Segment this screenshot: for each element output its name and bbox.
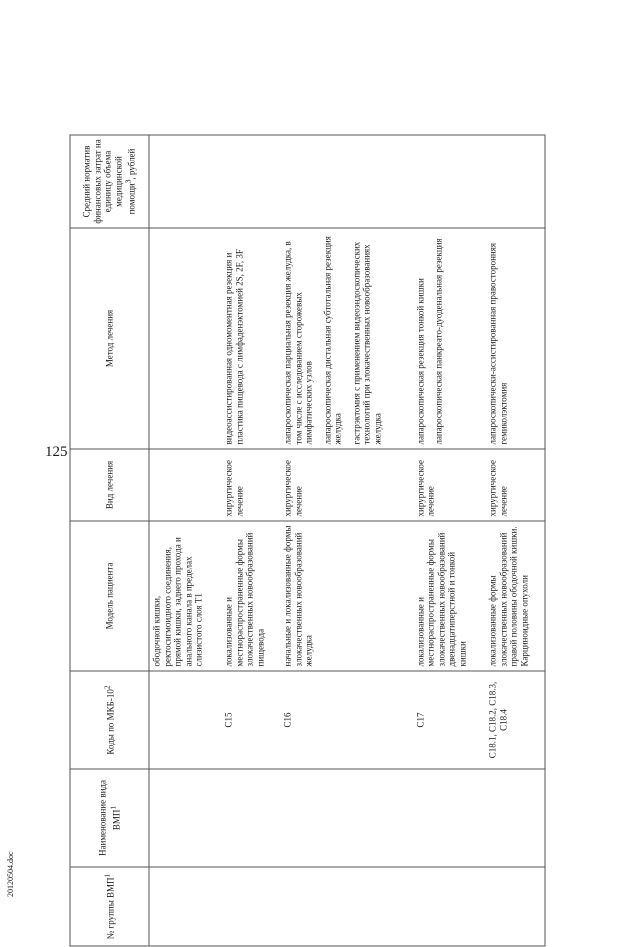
- cell-code: C18.1, C18.2, C18.3, C18.4: [486, 671, 545, 769]
- cell-type: [149, 449, 222, 521]
- cell-method: [222, 228, 281, 449]
- cell-model: локализованные и местнораспространенные формы злокачественных новообразований пищевода: [222, 521, 281, 671]
- table-row: [413, 135, 485, 946]
- header-group-number: № группы ВМП$^1$: [70, 867, 149, 946]
- method-text: гастрэктомия с применением видеоэндоскопических технологий при злокачественных новообразованиях желудка: [351, 241, 383, 445]
- cell-code: C17: [413, 671, 485, 769]
- table-row: [281, 135, 414, 946]
- method-text: лапароскопически-ассистированная правосторонняя гемиколэктомия: [487, 242, 509, 445]
- rotated-table-sheet: [70, 136, 546, 947]
- footer-filename-text: 20120504.doc: [6, 851, 15, 897]
- cell-type: хирургическое лечение: [413, 449, 485, 521]
- cell-code: C16: [281, 671, 414, 769]
- cell-cost: [486, 135, 545, 228]
- cell-name: [149, 769, 222, 867]
- method-text: лапароскопическая дистальная субтотальная резекция желудка: [322, 236, 343, 445]
- cell-model: начальные и локализованные формы злокачественных новообразований желудка: [281, 521, 414, 671]
- cell-name: [486, 769, 545, 867]
- cell-group: [281, 867, 414, 946]
- method-text: лапароскопическая парциальная резекция желудка, в том числе с исследованием сторожевых лимфатических узлов: [282, 241, 314, 445]
- footer-filename: [5, 847, 17, 897]
- cell-code: C15: [222, 671, 281, 769]
- cell-model: локализованные формы злокачественных новообразований правой половины ободочной кишки. Карциноидные опухоли: [486, 521, 545, 671]
- header-icd-codes: Коды по МКБ-$10^2$: [70, 671, 149, 769]
- header-patient-model: Модель пациента: [70, 521, 149, 671]
- cell-group: [222, 867, 281, 946]
- page-number: 125: [45, 444, 68, 460]
- cell-cost: [222, 135, 281, 228]
- method-text: лапароскопическая резекция тонкой кишки: [415, 278, 426, 445]
- header-treatment-type: Вид лечения: [70, 449, 149, 521]
- cell-group: [413, 867, 485, 946]
- header-treatment-method: Метод лечения: [70, 228, 149, 449]
- cell-cost: [149, 135, 222, 228]
- method-text: видеоассистированная одномоментная резекция и пластика пищевода с лимфаденэктомией 2S, 2F, 3F: [223, 249, 245, 445]
- method-text: лапароскопическая панкреато-дуоденальная резекция: [433, 238, 444, 445]
- cell-cost: [413, 135, 485, 228]
- table-row: [222, 135, 281, 946]
- header-cost-norm: Средний норматив финансовых затрат на единицу объема медицинской помощи$^3$, рублей: [70, 135, 149, 228]
- cell-method: [486, 228, 545, 449]
- cell-name: [281, 769, 414, 867]
- cell-group: [486, 867, 545, 946]
- table-header-row: [70, 135, 149, 946]
- cell-method: [413, 228, 485, 449]
- cell-type: хирургическое лечение: [486, 449, 545, 521]
- table-row: [486, 135, 545, 946]
- cell-type: хирургическое лечение: [281, 449, 414, 521]
- cell-group: [149, 867, 222, 946]
- cell-type: хирургическое лечение: [222, 449, 281, 521]
- cell-name: [222, 769, 281, 867]
- cell-model: ободочной кишки, ректосигмоидного соединения, прямой кишки, заднего прохода и анального канала в пределах слизистого слоя T1: [149, 521, 222, 671]
- cell-name: [413, 769, 485, 867]
- header-vmp-name: Наименование вида ВМП$^1$: [70, 769, 149, 867]
- cell-cost: [281, 135, 414, 228]
- cell-model: локализованные и местнораспространенные формы злокачественных новообразований двенадцатиперстной и тонкой кишки: [413, 521, 485, 671]
- vmp-table: [70, 135, 546, 947]
- cell-code: [149, 671, 222, 769]
- cell-method: [281, 228, 414, 449]
- cell-method: [149, 228, 222, 449]
- table-row: [149, 135, 222, 946]
